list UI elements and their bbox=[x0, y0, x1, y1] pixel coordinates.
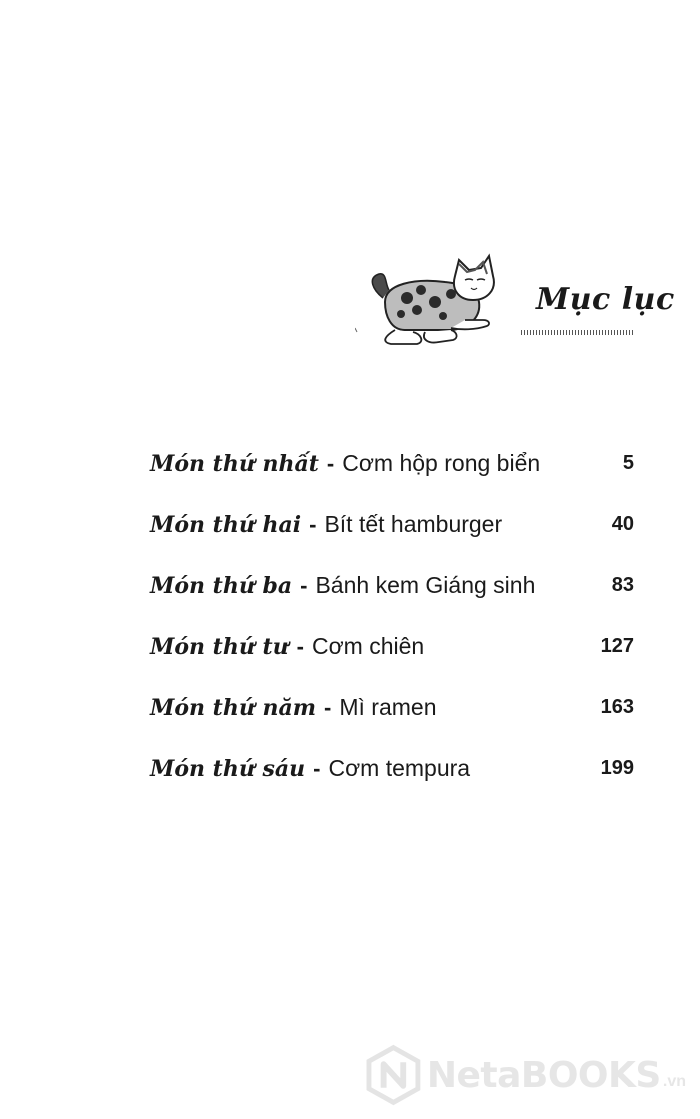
chapter-label: Món thứ ba bbox=[150, 573, 293, 599]
title-underline bbox=[521, 330, 633, 335]
chapter-label: Món thứ sáu bbox=[150, 756, 306, 782]
separator-dash: - bbox=[324, 695, 332, 720]
page-number: 83 bbox=[611, 574, 634, 596]
toc-entry[interactable] bbox=[150, 450, 640, 511]
chapter-label: Món thứ nhất bbox=[150, 451, 319, 477]
separator-dash: - bbox=[309, 512, 317, 537]
toc-list bbox=[150, 450, 640, 816]
toc-entry[interactable] bbox=[150, 572, 640, 633]
chapter-label: Món thứ năm bbox=[150, 695, 317, 721]
toc-header bbox=[0, 0, 700, 360]
page-number: 40 bbox=[611, 513, 634, 535]
chapter-label: Món thứ hai bbox=[150, 512, 302, 538]
separator-dash: - bbox=[296, 634, 304, 659]
page-number: 199 bbox=[600, 757, 634, 779]
toc-entry[interactable] bbox=[150, 694, 640, 755]
separator-dash: - bbox=[300, 573, 308, 598]
page-number: 163 bbox=[600, 696, 634, 718]
chapter-label: Món thứ tư bbox=[150, 634, 289, 660]
watermark-brand: NetaBOOKS bbox=[426, 1054, 661, 1096]
dish-name: Mì ramen bbox=[339, 694, 437, 720]
dish-name: Bánh kem Giáng sinh bbox=[315, 572, 536, 598]
toc-title: Mục lục bbox=[536, 282, 675, 317]
separator-dash: - bbox=[326, 451, 335, 476]
dish-name: Cơm chiên bbox=[311, 633, 425, 659]
toc-entry[interactable] bbox=[150, 755, 640, 816]
toc-entry[interactable] bbox=[150, 511, 640, 572]
dish-name: Cơm tempura bbox=[328, 755, 471, 781]
dish-name: Cơm hộp rong biển bbox=[342, 450, 541, 476]
toc-entry[interactable] bbox=[150, 633, 640, 694]
page-number: 5 bbox=[622, 452, 634, 474]
cat-icon bbox=[355, 250, 515, 350]
watermark bbox=[366, 1040, 686, 1110]
dish-name: Bít tết hamburger bbox=[324, 511, 503, 537]
netabooks-logo-icon bbox=[366, 1044, 421, 1106]
watermark-suffix: .vn bbox=[662, 1073, 686, 1090]
page-number: 127 bbox=[600, 635, 634, 657]
separator-dash: - bbox=[313, 756, 321, 781]
